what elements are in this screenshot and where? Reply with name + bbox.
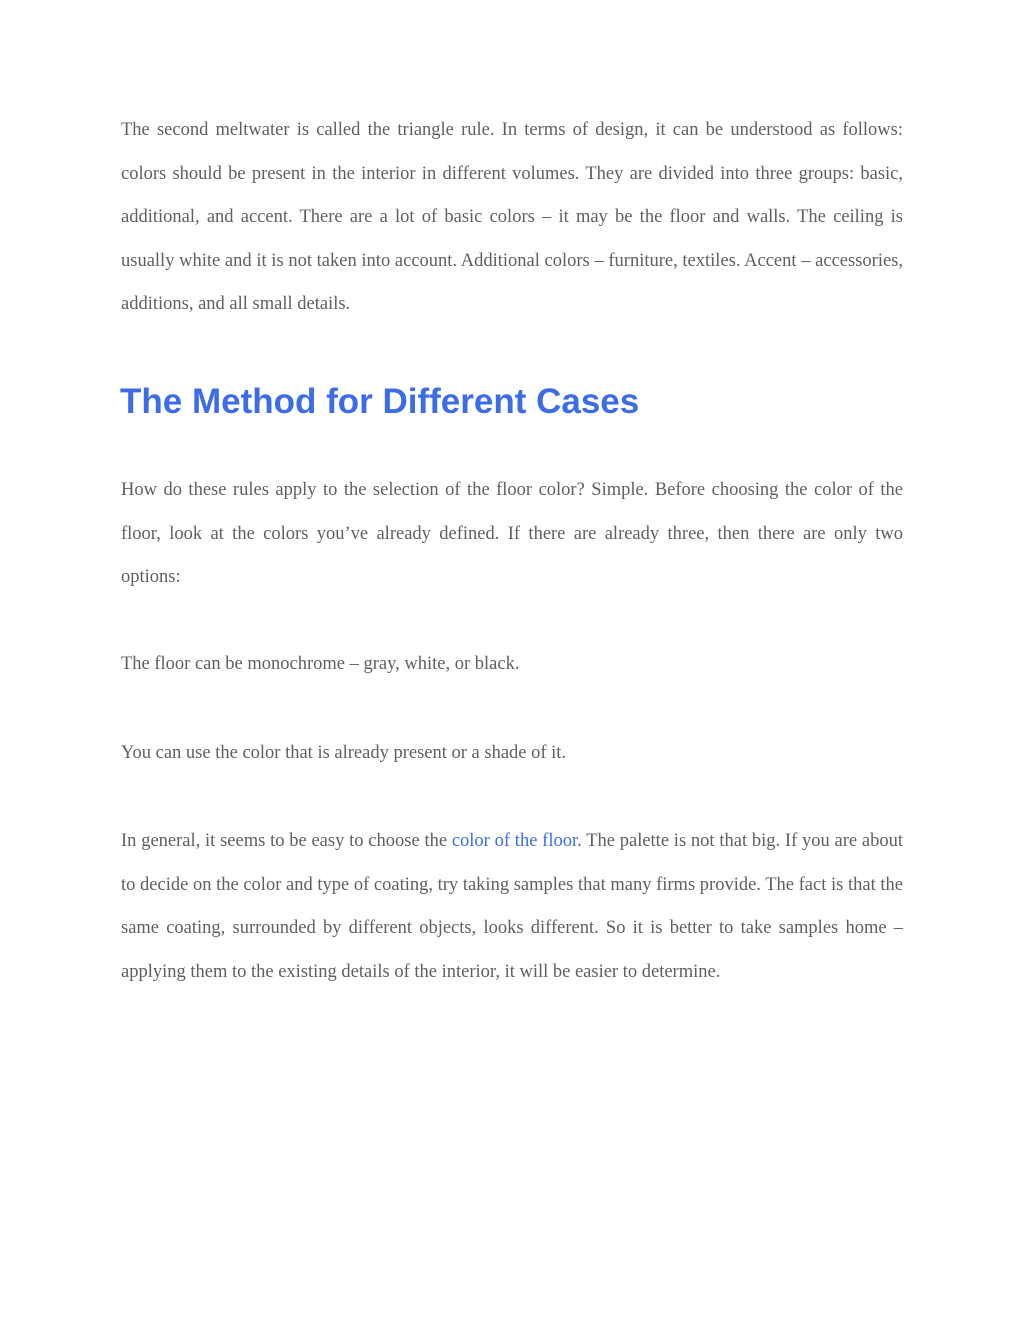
section-heading: The Method for Different Cases — [120, 382, 640, 421]
floor-color-link[interactable]: color of the floor — [451, 831, 578, 851]
conclusion-text-end: . The palette is not that big. If you are about to decide on the color and type of coating, try taking samples that many firms provide. The fact is that the same coating, surrounded by different objects, looks different. So it is better to take samples home – applying them to the existing details of the interior, it will be easier to determine. — [121, 831, 903, 982]
rules-paragraph: How do these rules apply to the selection of the floor color? Simple. Before choosing the color of the floor, look at the colors you’ve already defined. If there are already three, then there are only two options: — [121, 480, 903, 587]
option-monochrome: The floor can be monochrome – gray, white, or black. — [121, 654, 520, 674]
conclusion-text-start: In general, it seems to be easy to choose the — [121, 831, 452, 851]
option-existing-color: You can use the color that is already present or a shade of it. — [121, 743, 567, 763]
conclusion-paragraph — [121, 820, 903, 994]
intro-paragraph: The second meltwater is called the triangle rule. In terms of design, it can be understood as follows: colors should be present in the interior in different volumes. They are divided into three groups: basic, additional, and accent. There are a lot of basic colors – it may be the floor and walls. The ceiling is usually white and it is not taken into account. Additional colors – furniture, textiles. Accent – accessories, additions, and all small details. — [121, 120, 903, 314]
